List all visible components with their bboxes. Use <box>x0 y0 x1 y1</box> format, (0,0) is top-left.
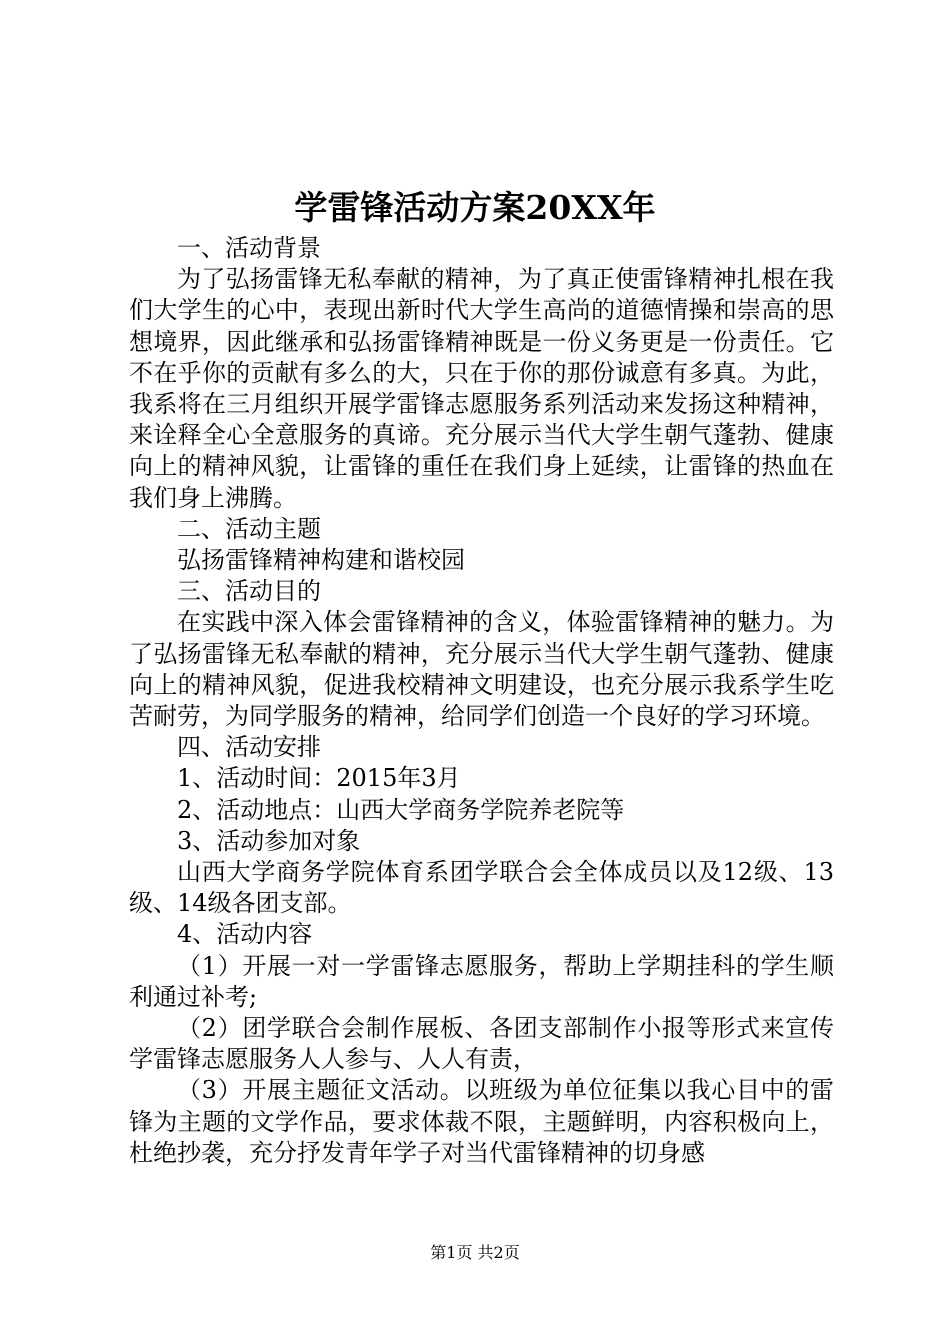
item-time: 1、活动时间：2015年3月 <box>177 764 461 793</box>
item-content-heading: 4、活动内容 <box>177 920 313 949</box>
item-participants: 山西大学商务学院体育系团学联合会全体成员以及12级、13级、14级各团支部。 <box>129 858 834 918</box>
heading-arrangement: 四、活动安排 <box>177 733 321 762</box>
document-title: 学雷锋活动方案20XX年 <box>294 188 656 227</box>
page-footer: 第1页 共2页 <box>430 1243 520 1262</box>
heading-purpose: 三、活动目的 <box>177 577 321 606</box>
content-item-3: （3）开展主题征文活动。以班级为单位征集以我心目中的雷锋为主题的文学作品，要求体裁不限，主题鲜明，内容积极向上，杜绝抄袭，充分抒发青年学子对当代雷锋精神的切身感 <box>129 1076 834 1167</box>
paragraph-background: 为了弘扬雷锋无私奉献的精神，为了真正使雷锋精神扎根在我们大学生的心中，表现出新时代大学生高尚的道德情操和崇高的思想境界，因此继承和弘扬雷锋精神既是一份义务更是一份责任。它不在乎你的贡献有多么的大，只在于你的那份诚意有多真。为此，我系将在三月组织开展学雷锋志愿服务系列活动来发扬这种精神，来诠释全心全意服务的真谛。充分展示当代大学生朝气蓬勃、健康向上的精神风貌，让雷锋的重任在我们身上延续，让雷锋的热血在我们身上沸腾。 <box>129 265 834 512</box>
content-item-1: （1）开展一对一学雷锋志愿服务，帮助上学期挂科的学生顺利通过补考; <box>129 951 834 1011</box>
item-location: 2、活动地点：山西大学商务学院养老院等 <box>177 795 625 824</box>
paragraph-theme: 弘扬雷锋精神构建和谐校园 <box>177 546 465 575</box>
content-item-2: （2）团学联合会制作展板、各团支部制作小报等形式来宣传学雷锋志愿服务人人参与、人人有责， <box>129 1014 834 1074</box>
heading-background: 一、活动背景 <box>177 234 321 262</box>
item-participants-heading: 3、活动参加对象 <box>177 826 361 855</box>
document-body <box>129 233 834 1169</box>
paragraph-purpose: 在实践中深入体会雷锋精神的含义，体验雷锋精神的魅力。为了弘扬雷锋无私奉献的精神，充分展示当代大学生朝气蓬勃、健康向上的精神风貌，促进我校精神文明建设，也充分展示我系学生吃苦耐劳，为同学服务的精神，给同学们创造一个良好的学习环境。 <box>129 608 834 731</box>
heading-theme: 二、活动主题 <box>177 514 321 543</box>
